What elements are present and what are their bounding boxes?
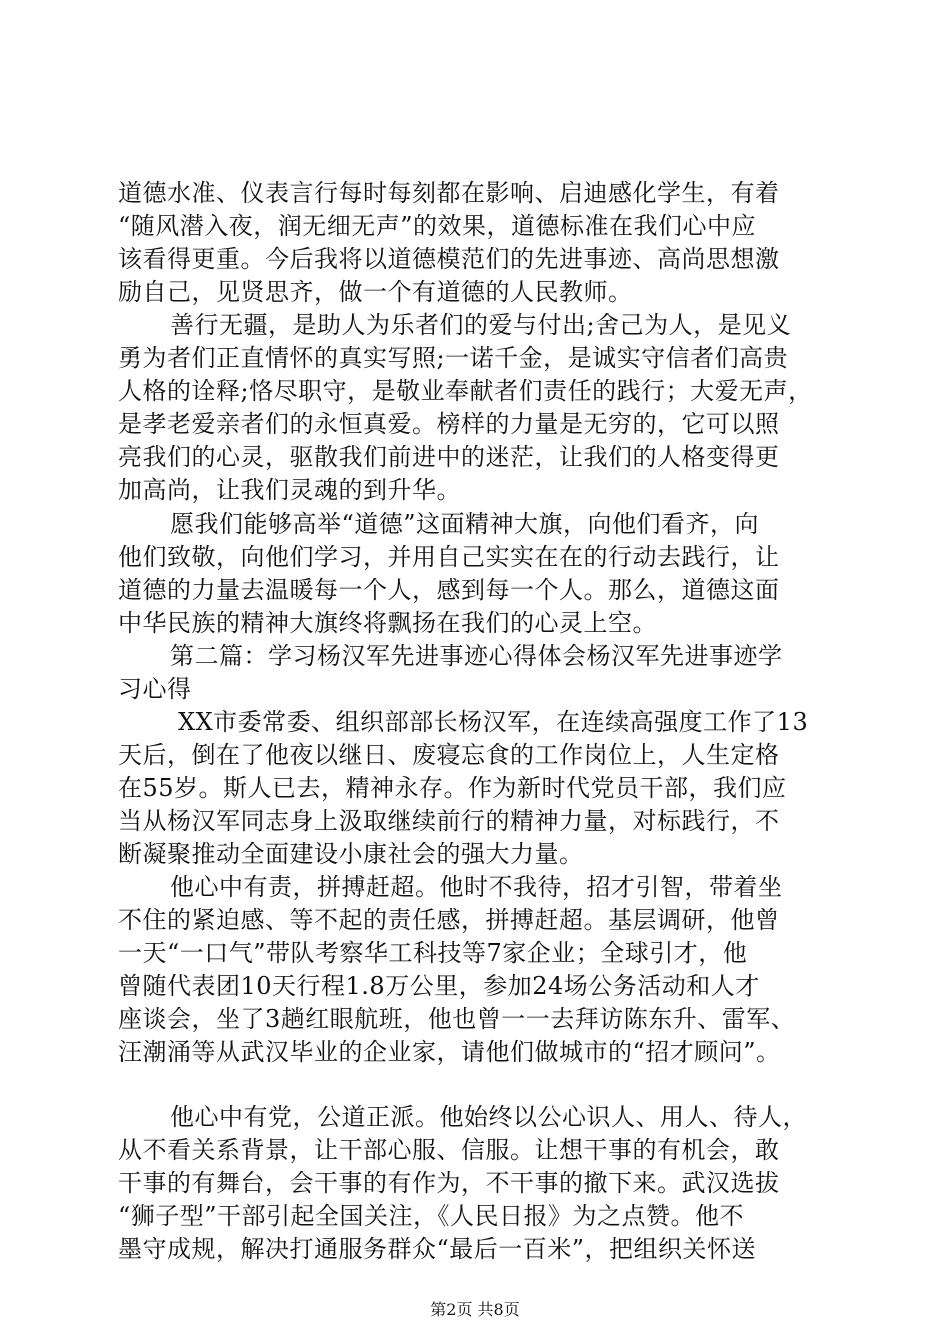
text-line: 当从杨汉军同志身上汲取继续前行的精神力量，对标践行，不: [118, 807, 780, 835]
text-line: 在55岁。斯人已去，精神永存。作为新时代党员干部，我们应: [118, 774, 787, 802]
text-line: 断凝聚推动全面建设小康社会的强大力量。: [118, 840, 584, 868]
text-line: 道德水准、仪表言行每时每刻都在影响、启迪感化学生，有着: [118, 179, 780, 207]
page-number-footer: 第2页 共8页: [430, 1300, 520, 1319]
text-line: 汪潮涌等从武汉毕业的企业家，请他们做城市的“招才顾问”。: [118, 1038, 781, 1066]
text-line: “狮子型”干部引起全国关注，《人民日报》为之点赞。他不: [118, 1202, 745, 1230]
paragraph-first-line: 愿我们能够高举“道德”这面精神大旗，向他们看齐，向: [170, 510, 760, 538]
text-line: 勇为者们正直情怀的真实写照;一诺千金，是诚实守信者们高贵: [118, 344, 789, 372]
paragraph-first-line: XX市委常委、组织部部长杨汉军，在连续高强度工作了13: [178, 708, 809, 736]
text-line: 加高尚，让我们灵魂的到升华。: [118, 476, 461, 504]
text-line: 道德的力量去温暖每一个人，感到每一个人。那么，道德这面: [118, 576, 780, 604]
paragraph-first-line: 他心中有党，公道正派。他始终以公心识人、用人、待人，: [170, 1103, 807, 1131]
text-line: 该看得更重。今后我将以道德模范们的先进事迹、高尚思想激: [118, 245, 780, 273]
text-line: 干事的有舞台，会干事的有作为，不干事的撤下来。武汉选拔: [118, 1169, 780, 1197]
text-line: 不住的紧迫感、等不起的责任感，拼搏赶超。基层调研，他曾: [118, 906, 780, 934]
text-line: 他们致敬，向他们学习，并用自己实实在在的行动去践行，让: [118, 543, 780, 571]
text-line: “随风潜入夜，润无细无声”的效果，道德标准在我们心中应: [118, 212, 757, 240]
text-line: 亮我们的心灵，驱散我们前进中的迷茫，让我们的人格变得更: [118, 443, 780, 471]
text-line: 是孝老爱亲者们的永恒真爱。榜样的力量是无穷的，它可以照: [118, 410, 780, 438]
text-line: 中华民族的精神大旗终将飘扬在我们的心灵上空。: [118, 609, 657, 637]
text-line: 励自己，见贤思齐，做一个有道德的人民教师。: [118, 278, 633, 306]
text-line: 曾随代表团10天行程1.8万公里，参加24场公务活动和人才: [118, 972, 760, 1000]
paragraph-first-line: 他心中有责，拼搏赶超。他时不我待，招才引智，带着坐: [170, 873, 783, 901]
text-line: 从不看关系背景，让干部心服、信服。让想干事的有机会，敢: [118, 1136, 780, 1164]
text-line: 墨守成规，解决打通服务群众“最后一百米”，把组织关怀送: [118, 1235, 757, 1263]
text-line: 人格的诠释;恪尽职守，是敬业奉献者们责任的践行；大爱无声，: [118, 377, 813, 405]
text-line: 座谈会，坐了3趟红眼航班，他也曾一一去拜访陈东升、雷军、: [118, 1005, 796, 1033]
text-line: 一天“一口气”带队考察华工科技等7家企业；全球引才，他: [118, 939, 748, 967]
text-line: 天后，倒在了他夜以继日、废寝忘食的工作岗位上，人生定格: [118, 741, 780, 769]
paragraph-first-line: 善行无疆，是助人为乐者们的爱与付出;舍己为人，是见义: [170, 311, 792, 339]
section-heading: 第二篇：学习杨汉军先进事迹心得体会杨汉军先进事迹学: [170, 642, 783, 670]
section-heading: 习心得: [118, 675, 192, 703]
